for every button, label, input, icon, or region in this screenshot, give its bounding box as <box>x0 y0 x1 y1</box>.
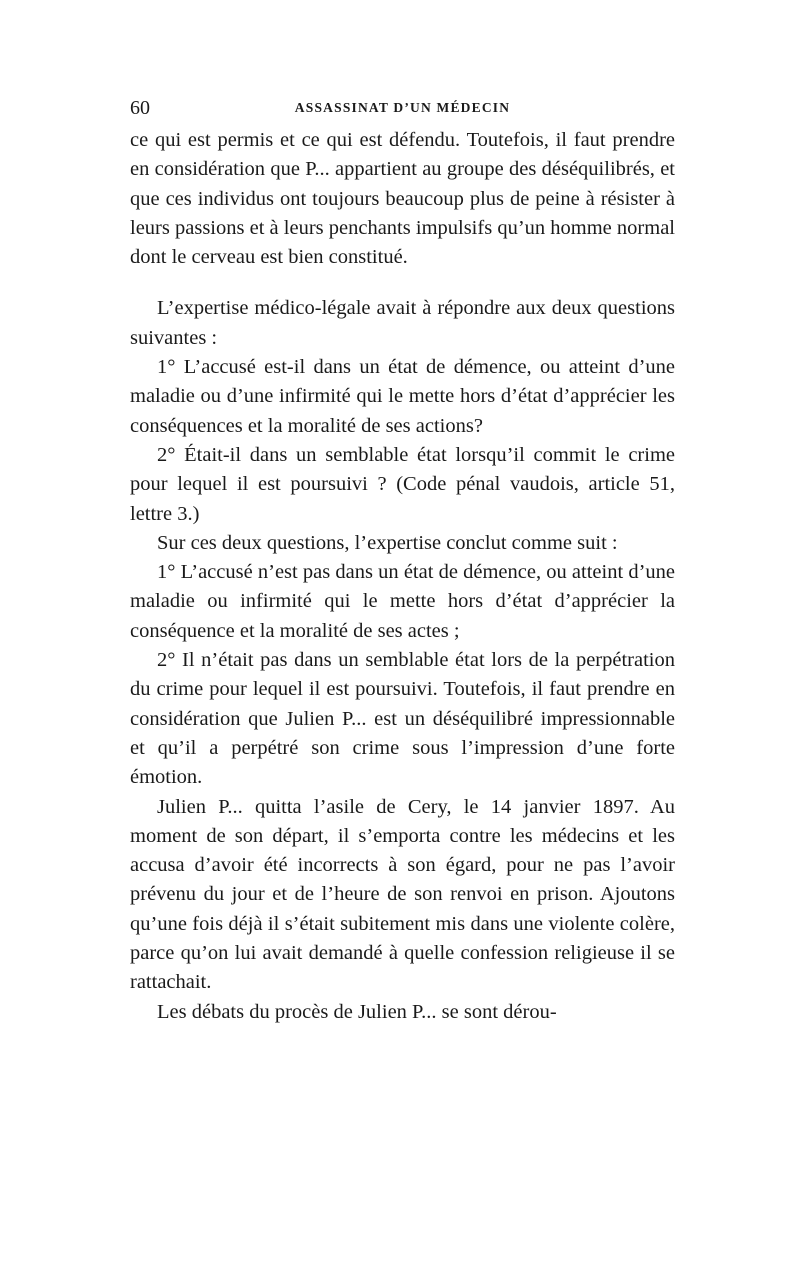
running-title: ASSASSINAT D’UN MÉDECIN <box>294 100 511 115</box>
page-number: 60 <box>130 97 150 119</box>
paragraph-continuation: ce qui est permis et ce qui est défendu. Toutefois, il faut prendre en considération que P... appartient au groupe des déséquilibrés, et que ces individus ont toujours beaucoup plus de peine à résister à leurs passions et à leurs penchants impulsifs qu’un homme normal dont le cerveau est bien constitué. <box>130 129 675 269</box>
paragraph-expertise-intro: L’expertise médico-légale avait à répondre aux deux questions suivantes : <box>130 297 675 349</box>
paragraph-departure: Julien P... quitta l’asile de Cery, le 14 janvier 1897. Au moment de son départ, il s’emporta contre les médecins et les accusa d’avoir été incorrects à son égard, pour ne pas l’avoir prévenu du jour et de l’heure de son renvoi en prison. Ajoutons qu’une fois déjà il s’était subitement mis dans une violente colère, parce qu’on lui avait demandé à quelle confession religieuse il se rattachait. <box>130 795 675 994</box>
paragraph-conclusion-1: 1° L’accusé n’est pas dans un état de démence, ou atteint d’une maladie ou infirmité qui le mette hors d’état d’apprécier la conséquence et la moralité de ses actes ; <box>130 561 675 642</box>
page-header <box>130 90 675 126</box>
paragraph-conclusion-intro: Sur ces deux questions, l’expertise conclut comme suit : <box>157 531 618 554</box>
book-page <box>130 90 675 1027</box>
paragraph-question-1: 1° L’accusé est-il dans un état de démence, ou atteint d’une maladie ou d’une infirmité qui le mette hors d’état d’apprécier les conséquences et la moralité de ses actions? <box>130 356 675 437</box>
paragraph-question-2: 2° Était-il dans un semblable état lorsqu’il commit le crime pour lequel il est poursuivi ? (Code pénal vaudois, article 51, lettre 3.) <box>130 443 675 525</box>
paragraph-conclusion-2: 2° Il n’était pas dans un semblable état lors de la perpétration du crime pour lequel il est poursuivi. Toutefois, il faut prendre en considération que Julien P... est un déséquilibré impressionnable et qu’il a perpétré son crime sous l’impression d’une forte émotion. <box>130 649 675 789</box>
paragraph-trial: Les débats du procès de Julien P... se sont dérou- <box>157 1000 557 1023</box>
